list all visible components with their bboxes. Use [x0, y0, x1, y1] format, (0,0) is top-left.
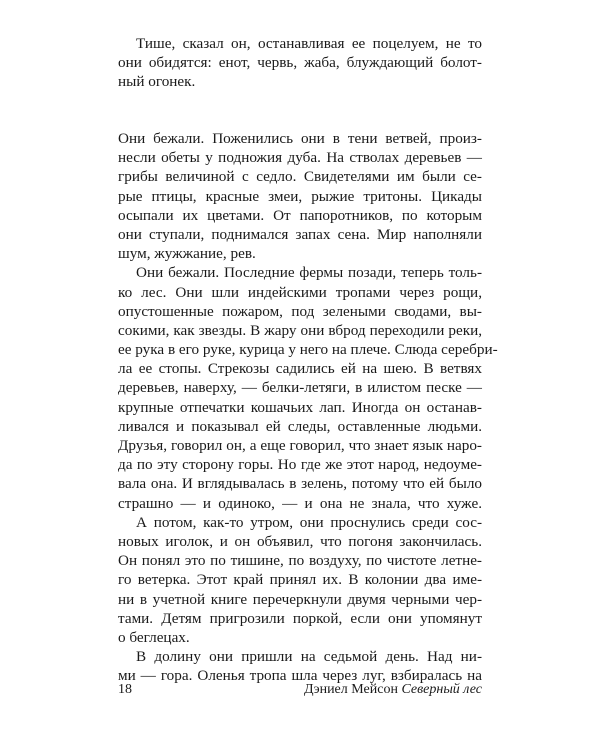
- text-line: они обидятся: енот, червь, жаба, блуждающий болот-: [118, 54, 482, 72]
- text-line: Он понял это по тишине, по воздуху, по чистоте летне-: [118, 552, 482, 570]
- text-line: тами. Детям пригрозили поркой, если они упомянут: [118, 609, 482, 627]
- text-line: Они бежали. Последние фермы позади, теперь толь-: [136, 264, 482, 282]
- text-line: В долину они пришли на седьмой день. Над ни-: [136, 648, 482, 666]
- text-line: Друзья, говорил он, а еще говорил, что знает язык наро-: [118, 437, 482, 454]
- text-line: шум, жужжание, рев.: [118, 245, 256, 263]
- text-line: ми — гора. Оленья тропа шла через луг, взбиралась на: [118, 667, 482, 685]
- text-line: новых иголок, и он объявил, что погоня закончилась.: [118, 532, 482, 550]
- running-head-author: Дэниел Мейсон: [304, 682, 398, 697]
- text-line: Тише, сказал он, останавливая ее поцелуем, не то: [136, 35, 482, 52]
- page-footer: [118, 682, 482, 702]
- text-line: ни в учетной книге перечеркнули двумя черными чер-: [118, 590, 482, 608]
- page-number: 18: [118, 682, 132, 697]
- running-head: [304, 682, 482, 698]
- text-line: ла ее стопы. Стрекозы садились ей на шею. В ветвях: [118, 360, 482, 378]
- text-line: Они бежали. Поженились они в тени ветвей, произ-: [118, 130, 482, 147]
- text-line: ливался и показывал ей следы, оставленные людьми.: [118, 417, 482, 435]
- text-line: крупные отпечатки кошачьих лап. Иногда он останав-: [118, 398, 482, 416]
- running-head-title: Северный лес: [401, 682, 482, 697]
- text-line: сокими, как звезды. В жару они вброд переходили реки,: [118, 321, 482, 339]
- text-line: страшно — и одиноко, — и она не знала, что хуже.: [118, 494, 482, 512]
- text-line: ее рука в его руке, курица у него на плече. Слюда серебри-: [118, 341, 498, 359]
- text-line: они ступали, поднимался запах сена. Мир наполняли: [118, 225, 482, 243]
- text-line: ный огонек.: [118, 73, 196, 91]
- text-line: вала она. И вглядывалась в зелень, потому что ей было: [118, 475, 482, 493]
- text-line: да по эту сторону горы. Но где же этот народ, недоуме-: [118, 456, 482, 474]
- text-line: несли обеты у подножия дуба. На стволах деревьев —: [118, 149, 482, 167]
- opening-paragraph: [118, 34, 482, 92]
- text-line: деревьев, наверху, — белки-летяги, в илистом песке —: [118, 379, 482, 397]
- text-line: рые птицы, красные змеи, рыжие тритоны. Цикады: [118, 187, 482, 205]
- text-line: осыпали их цветами. От папоротников, по которым: [118, 206, 482, 224]
- text-line: го ветерка. Этот край принял их. В колонии два име-: [118, 571, 482, 589]
- text-line: опустошенные пожаром, под зелеными сводами, вы-: [118, 302, 482, 320]
- text-line: о беглецах.: [118, 628, 190, 646]
- text-line: ко лес. Они шли индейскими тропами через рощи,: [118, 283, 482, 301]
- text-line: грибы величиной с седло. Свидетелями им были се-: [118, 168, 482, 186]
- text-line: А потом, как-то утром, они проснулись среди сос-: [136, 513, 482, 531]
- main-text: [118, 129, 498, 685]
